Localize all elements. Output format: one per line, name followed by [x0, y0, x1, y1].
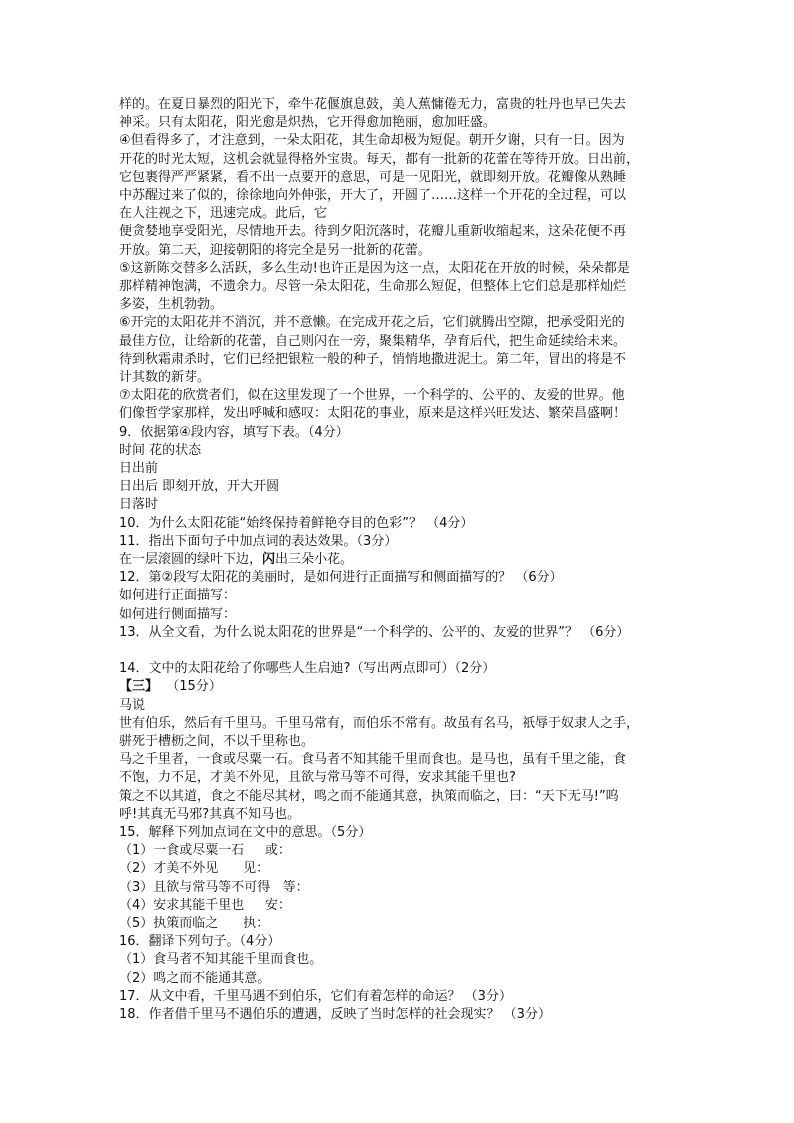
question-11-sentence	[119, 551, 679, 569]
sub-question: （2）鸣之而不能通其意。	[119, 970, 271, 986]
answer-prompt: 如何进行正面描写：	[119, 588, 237, 604]
classical-text-line: 策之不以其道，食之不能尽其材，鸣之而不能通其意，执策而临之，曰：“天下无马!”呜	[119, 788, 619, 804]
classical-text-line: 世有伯乐，然后有千里马。千里马常有，而伯乐不常有。故虽有名马，祇辱于奴隶人之手，	[119, 715, 640, 731]
table-row: 日落时	[119, 497, 159, 513]
section-heading	[119, 678, 679, 696]
paragraph-6-line: 待到秋霜肃杀时，它们已经把银粒一般的种子，悄悄地撒进泥土。第二年，冒出的将是不	[119, 351, 627, 367]
classical-text-line: 马之千里者，一食或尽粟一石。食马者不知其能千里而食也。是马也，虽有千里之能，食	[119, 752, 627, 768]
paragraph-5-line: 那样精神饱满，不遗余力。尽管一朵太阳花，生命那么短促，但整体上它们总是那样灿烂	[119, 279, 627, 295]
question-18: 18．作者借千里马不遇伯乐的遭遇，反映了当时怎样的社会现实？ （3分）	[119, 1006, 551, 1022]
classical-text-line: 骈死于槽枥之间，不以千里称也。	[119, 733, 315, 749]
sentence-part: 出三朵小花。	[275, 552, 354, 568]
paragraph-5-line: ⑤这新陈交替多么活跃，多么生动!也许正是因为这一点，太阳花在开放的时候，朵朵都是	[119, 260, 630, 276]
paragraph-6-line: 最佳方位，让给新的花蕾，自己则闪在一旁，聚集精华，孕育后代，把生命延续给未来。	[119, 333, 627, 349]
question-15: 15．解释下列加点词在文中的意思。（5分）	[119, 824, 372, 840]
classical-text-line: 呼!其真无马邪?其真不知马也。	[119, 806, 301, 822]
table-header: 时间 花的状态	[119, 442, 202, 458]
passage-line: 样的。在夏日暴烈的阳光下，牵牛花偃旗息鼓，美人蕉慵倦无力，富贵的牡丹也早已失去	[119, 97, 627, 112]
paragraph-5-line: 多姿，生机勃勃。	[119, 297, 224, 313]
paragraph-4-line: 在人注视之下，迅速完成。此后，它	[119, 206, 328, 222]
paragraph-6-line: 计其数的新芽。	[119, 370, 211, 386]
paragraph-4-line: 中苏醒过来了似的，徐徐地向外伸张，开大了，开圆了……这样一个开花的全过程，可以	[119, 188, 627, 204]
question-11: 11．指出下面句子中加点词的表达效果。（3分）	[119, 533, 398, 549]
question-12: 12．第②段写太阳花的美丽时，是如何进行正面描写和侧面描写的？ （6分）	[119, 570, 563, 586]
paragraph-4-line: 开花的时光太短，这机会就显得格外宝贵。每天，都有一批新的花蕾在等待开放。日出前，	[119, 151, 640, 167]
question-10: 10．为什么太阳花能“始终保持着鲜艳夺目的色彩”？ （4分）	[119, 515, 474, 531]
question-17: 17．从文中看，千里马遇不到伯乐，它们有着怎样的命运？ （3分）	[119, 988, 512, 1004]
paragraph-4-line: 便贪婪地享受阳光，尽情地开去。待到夕阳沉落时，花瓣儿重新收缩起来，这朵花便不再	[119, 224, 627, 240]
paragraph-4-line: 开放。第二天，迎接朝阳的将完全是另一批新的花蕾。	[119, 242, 432, 258]
table-row: 日出前	[119, 461, 159, 477]
sub-question: （1）食马者不知其能千里而食也。	[119, 952, 323, 968]
blank-gap	[119, 642, 679, 660]
section-label: 【三】	[119, 679, 159, 695]
question-9: 9．依据第④段内容，填写下表。（4分）	[119, 424, 349, 440]
sentence-part: 在一层滚圆的绿叶下边，	[119, 552, 263, 568]
paragraph-6-line: ⑥开完的太阳花并不消沉，并不意懒。在完成开花之后，它们就腾出空隙，把承受阳光的	[119, 315, 625, 331]
paragraph-4-line: 它包裹得严严紧紧，看不出一点要开的意思，可是一见阳光，就即刻开放。花瓣像从熟睡	[119, 169, 627, 185]
sub-question: （4）安求其能千里也 安：	[119, 897, 291, 913]
paragraph-4-line: ④但看得多了，才注意到，一朵太阳花，其生命却极为短促。朝开夕谢，只有一日。因为	[119, 133, 625, 149]
passage-line: 神采。只有太阳花，阳光愈是炽热，它开得愈加艳丽，愈加旺盛。	[119, 115, 497, 131]
sub-question: （2）才美不外见 见：	[119, 861, 270, 877]
classical-text-line: 不饱，力不足，才美不外见，且欲与常马等不可得，安求其能千里也?	[119, 770, 516, 786]
answer-prompt: 如何进行侧面描写：	[119, 606, 237, 622]
text-title: 马说	[119, 697, 146, 713]
section-score: （15分）	[158, 679, 222, 695]
paragraph-7-line: ⑦太阳花的欣赏者们，似在这里发现了一个世界，一个科学的、公平的、友爱的世界。他	[119, 388, 625, 404]
sub-question: （1）一食或尽粟一石 或：	[119, 843, 291, 859]
sub-question: （5）执策而临之 执：	[119, 915, 270, 931]
question-14: 14．文中的太阳花给了你哪些人生启迪?（写出两点即可）（2分）	[119, 661, 496, 677]
paragraph-7-line: 们像哲学家那样，发出呼喊和感叹：太阳花的事业，原来是这样兴旺发达、繁荣昌盛啊！	[119, 406, 627, 422]
sub-question: （3）且欲与常马等不可得 等：	[119, 879, 309, 895]
question-16: 16．翻译下列句子。（4分）	[119, 934, 281, 950]
document-page	[119, 96, 679, 1024]
question-13: 13．从全文看，为什么说太阳花的世界是“一个科学的、公平的、友爱的世界”？ （6分）	[119, 624, 630, 640]
table-row: 日出后 即刻开放，开大开圆	[119, 479, 280, 495]
dotted-word: 闪	[262, 552, 276, 568]
